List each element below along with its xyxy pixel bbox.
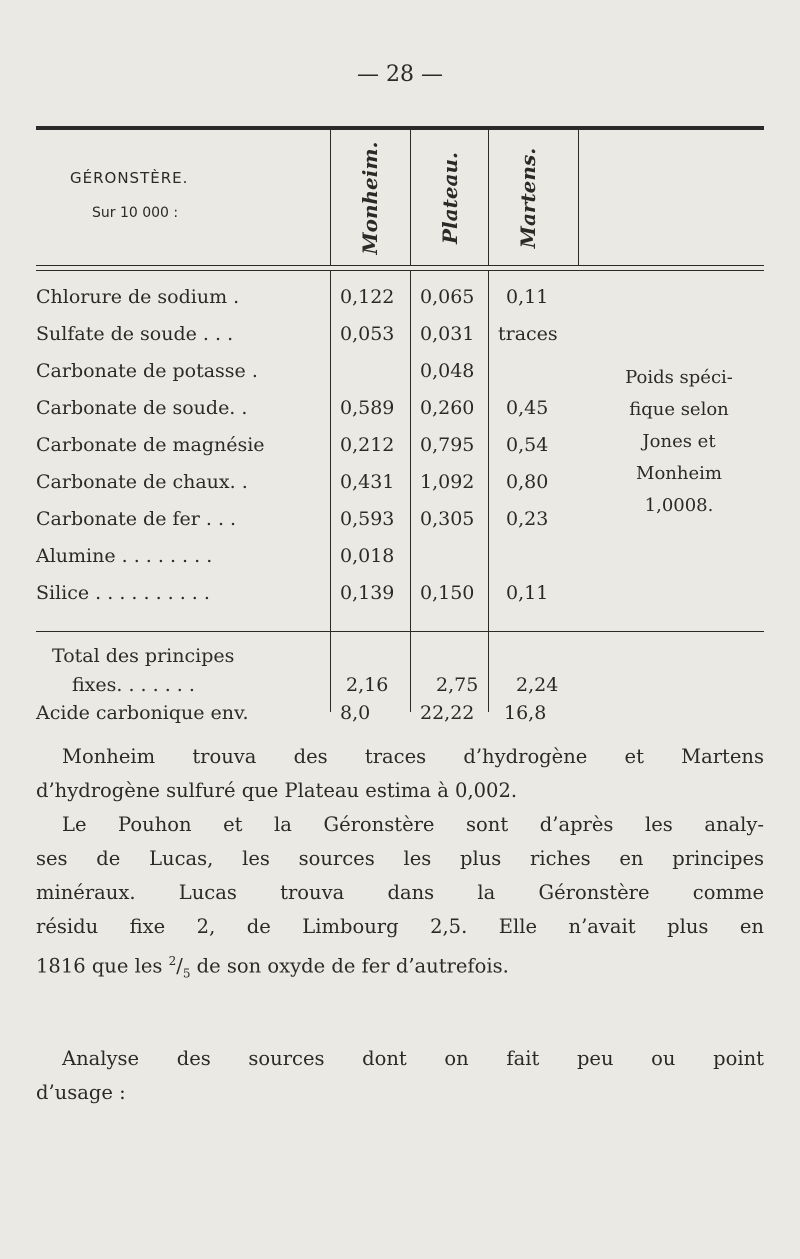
value-monheim: 0,018 <box>340 545 395 567</box>
remark-line: Poids spéci- <box>625 367 733 388</box>
remark-line: Jones et <box>642 431 716 452</box>
acid-monheim: 8,0 <box>340 702 371 724</box>
text-line: Analyse des sources dont on fait peu ou point <box>62 1047 764 1070</box>
table-row <box>0 702 800 732</box>
value-plateau: 1,092 <box>420 471 475 493</box>
page-number: — 28 — <box>357 62 443 87</box>
fraction-denominator: 5 <box>182 966 191 981</box>
table-row <box>0 286 800 316</box>
fraction-numerator: 2 <box>168 954 177 968</box>
table-row <box>0 545 800 575</box>
text-line: 1816 que les $^2/_5$ de son oxyde de fer d’autrefois. <box>36 954 509 981</box>
value-monheim: 0,053 <box>340 323 395 345</box>
text-line: Le Pouhon et la Géronstère sont d’après les analy- <box>62 813 764 836</box>
paragraph <box>36 740 764 990</box>
row-label: Carbonate de magnésie <box>36 434 265 456</box>
text-line: résidu fixe 2, de Limbourg 2,5. Elle n’avait plus en <box>36 915 764 938</box>
remark-note <box>594 362 764 522</box>
value-monheim: 0,593 <box>340 508 395 530</box>
remark-line: fique selon <box>629 399 729 420</box>
total-plateau: 2,75 <box>436 674 479 696</box>
row-label: Carbonate de fer . . . <box>36 508 237 530</box>
column-header-plateau: Plateau. <box>438 151 462 245</box>
value-plateau: 0,305 <box>420 508 475 530</box>
text-line: minéraux. Lucas trouva dans la Géronstère comme <box>36 881 764 904</box>
value-monheim: 0,589 <box>340 397 395 419</box>
value-martens: 0,80 <box>506 471 549 493</box>
column-divider <box>330 130 331 265</box>
table-header-subtitle: Sur 10 000 : <box>92 205 179 221</box>
table-header-rule <box>36 265 764 271</box>
acid-plateau: 22,22 <box>420 702 475 724</box>
total-label-line-2: fixes. . . . . . . <box>72 674 195 696</box>
value-martens: 0,45 <box>506 397 549 419</box>
paragraph <box>36 1042 764 1110</box>
value-monheim: 0,431 <box>340 471 395 493</box>
text-line: Monheim trouva des traces d’hydrogène et Martens <box>62 745 764 768</box>
value-plateau: 0,048 <box>420 360 475 382</box>
row-label: Carbonate de chaux. . <box>36 471 248 493</box>
row-label: Carbonate de soude. . <box>36 397 248 419</box>
text-fragment: de son oxyde de fer d’autrefois. <box>190 954 509 978</box>
table-header-title: GÉRONSTÈRE. <box>70 169 189 187</box>
remark-line: 1,0008. <box>644 495 714 516</box>
value-plateau: 0,065 <box>420 286 475 308</box>
value-martens: 0,23 <box>506 508 549 530</box>
value-monheim: 0,122 <box>340 286 395 308</box>
value-monheim: 0,212 <box>340 434 395 456</box>
table-total-rule <box>36 631 764 632</box>
value-martens: traces <box>498 323 558 345</box>
row-label: Sulfate de soude . . . <box>36 323 234 345</box>
value-plateau: 0,031 <box>420 323 475 345</box>
total-monheim: 2,16 <box>346 674 389 696</box>
column-header-martens: Martens. <box>516 147 540 249</box>
column-divider <box>488 130 489 265</box>
value-plateau: 0,150 <box>420 582 475 604</box>
table-top-rule <box>36 126 764 130</box>
value-martens: 0,11 <box>506 286 549 308</box>
row-label: Silice . . . . . . . . . . <box>36 582 210 604</box>
table-row <box>0 582 800 612</box>
column-divider <box>578 130 579 265</box>
text-line: d’hydrogène sulfuré que Plateau estima à 0,002. <box>36 779 518 802</box>
text-line: d’usage : <box>36 1081 126 1104</box>
text-line: ses de Lucas, les sources les plus riches en principes <box>36 847 764 870</box>
table-row <box>0 674 800 704</box>
table-row <box>0 323 800 353</box>
acid-martens: 16,8 <box>504 702 547 724</box>
column-divider <box>410 130 411 265</box>
column-header-monheim: Monheim. <box>358 141 382 255</box>
row-label: Alumine . . . . . . . . <box>36 545 213 567</box>
value-martens: 0,11 <box>506 582 549 604</box>
acid-label: Acide carbonique env. <box>36 702 249 724</box>
row-label: Chlorure de sodium . <box>36 286 240 308</box>
total-martens: 2,24 <box>516 674 559 696</box>
remark-line: Monheim <box>636 463 722 484</box>
value-martens: 0,54 <box>506 434 549 456</box>
value-monheim: 0,139 <box>340 582 395 604</box>
row-label: Carbonate de potasse . <box>36 360 258 382</box>
text-fragment: 1816 que les <box>36 954 169 978</box>
value-plateau: 0,260 <box>420 397 475 419</box>
value-plateau: 0,795 <box>420 434 475 456</box>
total-label-line-1: Total des principes <box>52 645 235 667</box>
